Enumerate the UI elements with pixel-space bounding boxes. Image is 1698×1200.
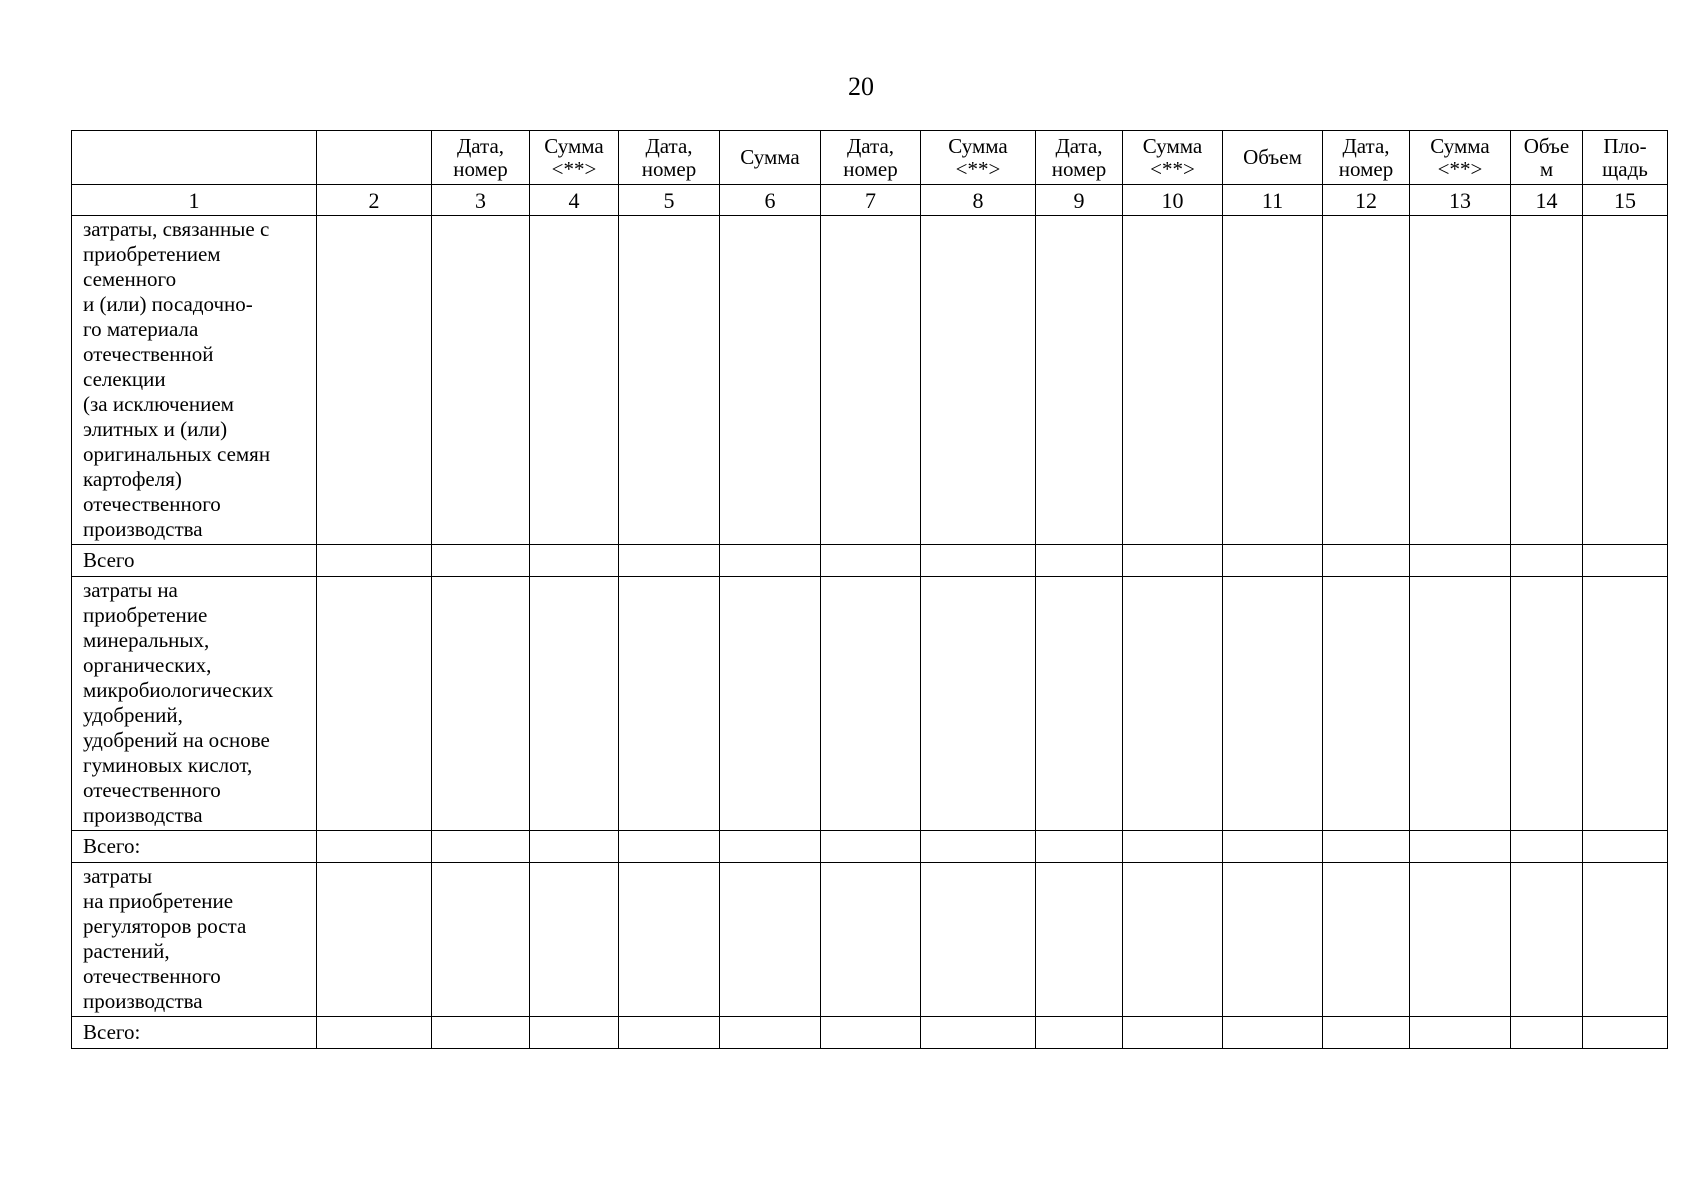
- table-cell-empty[interactable]: [720, 1017, 821, 1049]
- table-cell-empty[interactable]: [1036, 1017, 1123, 1049]
- expense-row: [72, 863, 1668, 1017]
- table-cell-empty[interactable]: [1123, 1017, 1223, 1049]
- column-number: 14: [1511, 185, 1583, 216]
- table-cell-empty[interactable]: [720, 831, 821, 863]
- total-label: Всего:: [72, 831, 317, 863]
- header-cell: Сумма <**>: [530, 131, 619, 185]
- table-cell-empty[interactable]: [1323, 831, 1410, 863]
- table-cell-empty[interactable]: [432, 216, 530, 545]
- table-cell-empty[interactable]: [530, 545, 619, 577]
- table-cell-empty[interactable]: [1036, 216, 1123, 545]
- expense-label-line: элитных и (или): [83, 417, 228, 441]
- table-cell-empty[interactable]: [1036, 863, 1123, 1017]
- expense-label-line: затраты: [83, 864, 153, 888]
- header-cell: Сумма: [720, 131, 821, 185]
- expense-label-line: приобретение: [83, 603, 208, 627]
- column-number: 8: [921, 185, 1036, 216]
- table-cell-empty[interactable]: [432, 863, 530, 1017]
- table-cell-empty[interactable]: [619, 831, 720, 863]
- table-cell-empty[interactable]: [1323, 545, 1410, 577]
- header-cell: Сумма <**>: [1410, 131, 1511, 185]
- expense-label-line: гуминовых кислот,: [83, 753, 253, 777]
- table-cell-empty[interactable]: [821, 1017, 921, 1049]
- header-cell: Дата, номер: [821, 131, 921, 185]
- expense-label-line: минеральных,: [83, 628, 210, 652]
- table-cell-empty[interactable]: [821, 831, 921, 863]
- expense-label: [72, 216, 317, 545]
- table-cell-empty[interactable]: [1410, 863, 1511, 1017]
- table-cell-empty[interactable]: [1583, 863, 1668, 1017]
- column-number-row: [72, 185, 1668, 216]
- table-cell-empty[interactable]: [1123, 831, 1223, 863]
- table-cell-empty[interactable]: [720, 545, 821, 577]
- table-cell-empty[interactable]: [619, 216, 720, 545]
- table-cell-empty[interactable]: [530, 577, 619, 831]
- table-cell-empty[interactable]: [1410, 831, 1511, 863]
- expense-label-line: затраты на: [83, 578, 178, 602]
- header-cell: Сумма <**>: [1123, 131, 1223, 185]
- expense-label-line: удобрений,: [83, 703, 183, 727]
- table-cell-empty[interactable]: [619, 577, 720, 831]
- table-cell-empty[interactable]: [720, 863, 821, 1017]
- table-body: [72, 216, 1668, 1049]
- table-cell-empty[interactable]: [317, 216, 432, 545]
- expense-label-line: затраты, связанные с: [83, 217, 270, 241]
- total-row: [72, 545, 1668, 577]
- expense-label-line: картофеля): [83, 467, 182, 491]
- header-cell: Дата, номер: [619, 131, 720, 185]
- table-cell-empty[interactable]: [432, 545, 530, 577]
- table-cell-empty[interactable]: [432, 831, 530, 863]
- table-cell-empty[interactable]: [1511, 545, 1583, 577]
- table-cell-empty[interactable]: [1410, 545, 1511, 577]
- expense-label-line: го материала: [83, 317, 199, 341]
- table-cell-empty[interactable]: [1123, 577, 1223, 831]
- table-cell-empty[interactable]: [1323, 1017, 1410, 1049]
- expense-label-line: регуляторов роста: [83, 914, 247, 938]
- header-cell: Пло- щадь: [1583, 131, 1668, 185]
- table-cell-empty[interactable]: [530, 1017, 619, 1049]
- expense-label-line: производства: [83, 989, 203, 1013]
- table-cell-empty[interactable]: [821, 863, 921, 1017]
- table-cell-empty[interactable]: [1583, 831, 1668, 863]
- table-cell-empty[interactable]: [720, 216, 821, 545]
- table-cell-empty[interactable]: [1223, 216, 1323, 545]
- expense-label-line: отечественного: [83, 492, 221, 516]
- table-cell-empty[interactable]: [619, 545, 720, 577]
- table-cell-empty[interactable]: [720, 577, 821, 831]
- table-cell-empty[interactable]: [1323, 577, 1410, 831]
- column-number: 5: [619, 185, 720, 216]
- table-cell-empty[interactable]: [1511, 577, 1583, 831]
- total-label: Всего:: [72, 1017, 317, 1049]
- column-number: 1: [72, 185, 317, 216]
- expense-label-line: селекции: [83, 367, 166, 391]
- table-cell-empty[interactable]: [1036, 545, 1123, 577]
- column-number: 15: [1583, 185, 1668, 216]
- table-cell-empty[interactable]: [432, 577, 530, 831]
- table-cell-empty[interactable]: [1511, 863, 1583, 1017]
- column-number: 4: [530, 185, 619, 216]
- table-cell-empty[interactable]: [921, 831, 1036, 863]
- expense-label-line: производства: [83, 517, 203, 541]
- column-number: 6: [720, 185, 821, 216]
- expense-label-line: оригинальных семян: [83, 442, 271, 466]
- expense-label-line: отечественного: [83, 778, 221, 802]
- table-cell-empty[interactable]: [317, 577, 432, 831]
- expense-label-line: отечественного: [83, 964, 221, 988]
- expense-label-line: растений,: [83, 939, 170, 963]
- column-number: 9: [1036, 185, 1123, 216]
- column-number: 2: [317, 185, 432, 216]
- table-cell-empty[interactable]: [1223, 863, 1323, 1017]
- expense-label-line: семенного: [83, 267, 177, 291]
- table-cell-empty[interactable]: [530, 216, 619, 545]
- table-cell-empty[interactable]: [1036, 831, 1123, 863]
- table-cell-empty[interactable]: [1323, 863, 1410, 1017]
- expense-label-line: приобретением: [83, 242, 221, 266]
- table-cell-empty[interactable]: [1123, 545, 1223, 577]
- table-cell-empty[interactable]: [1583, 545, 1668, 577]
- table-cell-empty[interactable]: [1583, 577, 1668, 831]
- table-cell-empty[interactable]: [530, 831, 619, 863]
- table-cell-empty[interactable]: [1511, 831, 1583, 863]
- table-cell-empty[interactable]: [921, 1017, 1036, 1049]
- table-cell-empty[interactable]: [1583, 216, 1668, 545]
- table-cell-empty[interactable]: [619, 863, 720, 1017]
- table-cell-empty[interactable]: [530, 863, 619, 1017]
- expense-label-line: микробиологических: [83, 678, 274, 702]
- table-cell-empty[interactable]: [1223, 831, 1323, 863]
- expense-table: [71, 130, 1668, 1049]
- table-cell-empty[interactable]: [1323, 216, 1410, 545]
- table-cell-empty[interactable]: [1223, 577, 1323, 831]
- column-number: 10: [1123, 185, 1223, 216]
- table-cell-empty[interactable]: [1410, 216, 1511, 545]
- table-cell-empty[interactable]: [317, 1017, 432, 1049]
- table-cell-empty[interactable]: [921, 545, 1036, 577]
- column-number: 12: [1323, 185, 1410, 216]
- table-cell-empty[interactable]: [921, 863, 1036, 1017]
- table-cell-empty[interactable]: [921, 216, 1036, 545]
- header-cell: Дата, номер: [1323, 131, 1410, 185]
- column-number: 3: [432, 185, 530, 216]
- header-cell: [72, 131, 317, 185]
- expense-label-line: отечественной: [83, 342, 214, 366]
- table-cell-empty[interactable]: [1410, 577, 1511, 831]
- total-row: [72, 831, 1668, 863]
- table-cell-empty[interactable]: [1583, 1017, 1668, 1049]
- header-row: [72, 131, 1668, 185]
- expense-label: [72, 863, 317, 1017]
- table-cell-empty[interactable]: [1223, 545, 1323, 577]
- table-cell-empty[interactable]: [317, 863, 432, 1017]
- table-cell-empty[interactable]: [432, 1017, 530, 1049]
- table-cell-empty[interactable]: [821, 577, 921, 831]
- table-cell-empty[interactable]: [821, 545, 921, 577]
- table-cell-empty[interactable]: [619, 1017, 720, 1049]
- expense-label-line: производства: [83, 803, 203, 827]
- column-number: 11: [1223, 185, 1323, 216]
- page-number: 20: [848, 72, 874, 101]
- header-cell: Объе м: [1511, 131, 1583, 185]
- table-cell-empty[interactable]: [317, 545, 432, 577]
- table-cell-empty[interactable]: [1410, 1017, 1511, 1049]
- table-cell-empty[interactable]: [921, 577, 1036, 831]
- table-cell-empty[interactable]: [1123, 863, 1223, 1017]
- column-number: 13: [1410, 185, 1511, 216]
- table-cell-empty[interactable]: [1223, 1017, 1323, 1049]
- expense-label-line: удобрений на основе: [83, 728, 270, 752]
- expense-label: [72, 577, 317, 831]
- table-cell-empty[interactable]: [1036, 577, 1123, 831]
- expense-row: [72, 577, 1668, 831]
- header-cell: Дата, номер: [1036, 131, 1123, 185]
- total-label: Всего: [72, 545, 317, 577]
- expense-label-line: (за исключением: [83, 392, 234, 416]
- table-cell-empty[interactable]: [1511, 1017, 1583, 1049]
- expense-label-line: на приобретение: [83, 889, 234, 913]
- table-cell-empty[interactable]: [1511, 216, 1583, 545]
- header-cell: Сумма <**>: [921, 131, 1036, 185]
- expense-row: [72, 216, 1668, 545]
- table-cell-empty[interactable]: [821, 216, 921, 545]
- total-row: [72, 1017, 1668, 1049]
- expense-label-line: органических,: [83, 653, 212, 677]
- header-cell: [317, 131, 432, 185]
- expense-label-line: и (или) посадочно-: [83, 292, 253, 316]
- header-cell: Дата, номер: [432, 131, 530, 185]
- table-cell-empty[interactable]: [1123, 216, 1223, 545]
- header-cell: Объем: [1223, 131, 1323, 185]
- table-cell-empty[interactable]: [317, 831, 432, 863]
- column-number: 7: [821, 185, 921, 216]
